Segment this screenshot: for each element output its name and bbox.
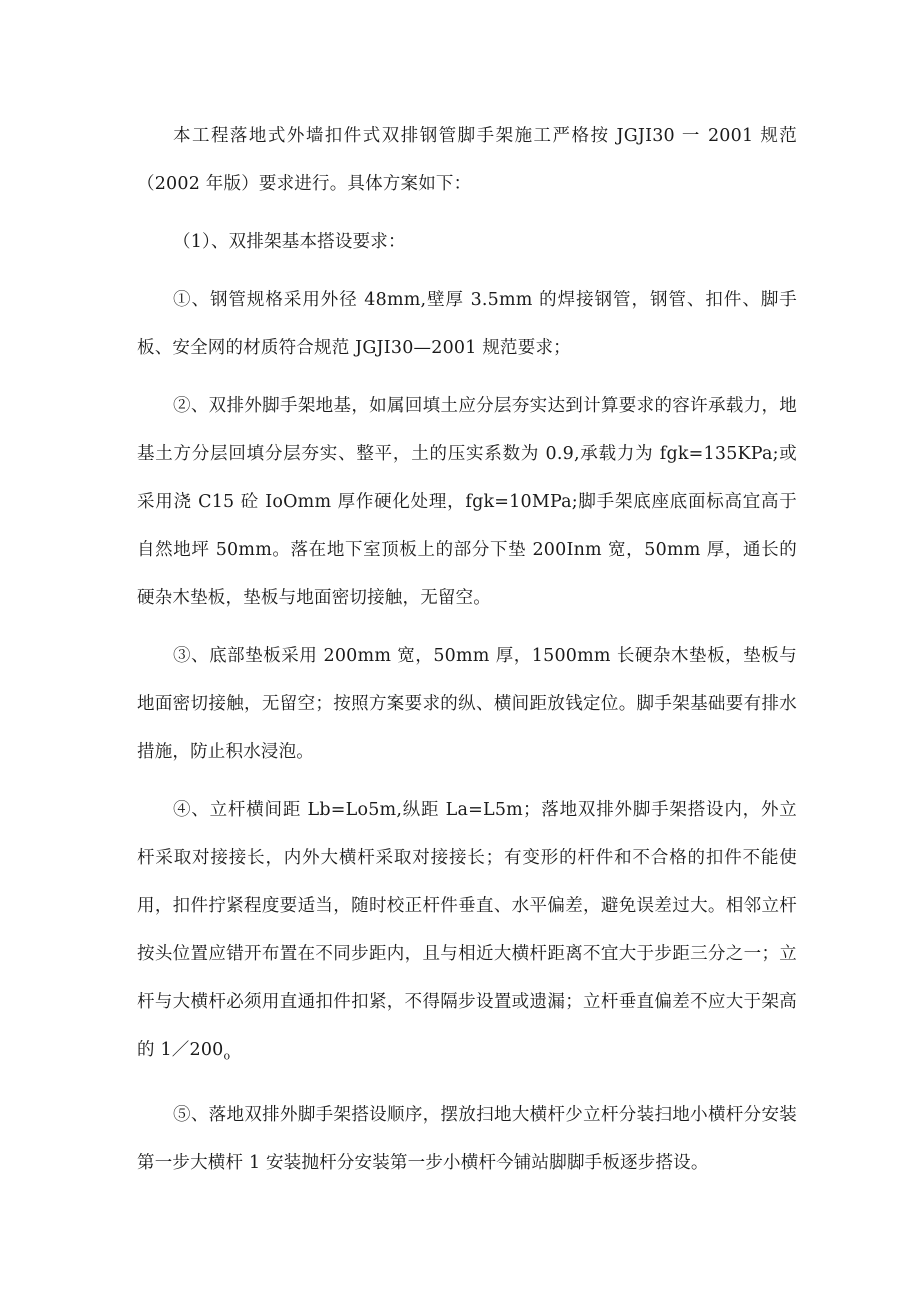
paragraph-item-4 (137, 786, 797, 1081)
paragraph-item-5: ⑤、落地双排外脚手架搭设顺序，摆放扫地大横杆少立杆分装扫地小横杆分安装第一步大横杆 1 安装抛杆分安装第一步小横杆今铺站脚脚手板逐步搭设。 (137, 1104, 797, 1173)
paragraph-item-4-suffix: o (223, 1049, 231, 1063)
paragraph-item-2: ②、双排外脚手架地基，如属回填土应分层夯实达到计算要求的容许承载力，地基土方分层回填分层夯实、整平，土的压实系数为 0.9,承载力为 fgk=135KPa;或采用浇 C15 砼 IoOmm 厚作硬化处理，fgk=10MPa;脚手架底座底面标高宜高于自然地坪 50mm。落在地下室顶板上的部分下垫 200Inm 宽，50mm 厚，通长的硬杂木垫板，垫板与地面密切接触，无留空。 (137, 396, 797, 608)
paragraph-item-4-text: ④、立杆横间距 Lb=Lo5m,纵距 La=L5m；落地双排外脚手架搭设内，外立杆采取对接接长，内外大横杆采取对接接长；有变形的杆件和不合格的扣件不能使用，扣件拧紧程度要适当，随时校正杆件垂直、水平偏差，避免误差过大。相邻立杆按头位置应错开布置在不同步距内，且与相近大横杆距离不宜大于步距三分之一；立杆与大横杆必须用直通扣件扣紧，不得隔步设置或遗漏；立杆垂直偏差不应大于架高的 1／200 (137, 800, 797, 1060)
paragraph-intro: 本工程落地式外墙扣件式双排钢管脚手架施工严格按 JGJI30 一 2001 规范（2002 年版）要求进行。具体方案如下： (137, 126, 797, 194)
paragraph-item-3: ③、底部垫板采用 200mm 宽，50mm 厚，1500mm 长硬杂木垫板，垫板与地面密切接触，无留空；按照方案要求的纵、横间距放钱定位。脚手架基础要有排水措施，防止积水浸泡。 (137, 646, 797, 762)
document-body (137, 112, 797, 1197)
section-heading: （1）、双排架基本搭设要求： (173, 232, 406, 252)
paragraph-item-1: ①、钢管规格采用外径 48mm,壁厚 3.5mm 的焊接钢管，钢管、扣件、脚手板、安全网的材质符合规范 JGJI30—2001 规范要求； (137, 290, 797, 358)
